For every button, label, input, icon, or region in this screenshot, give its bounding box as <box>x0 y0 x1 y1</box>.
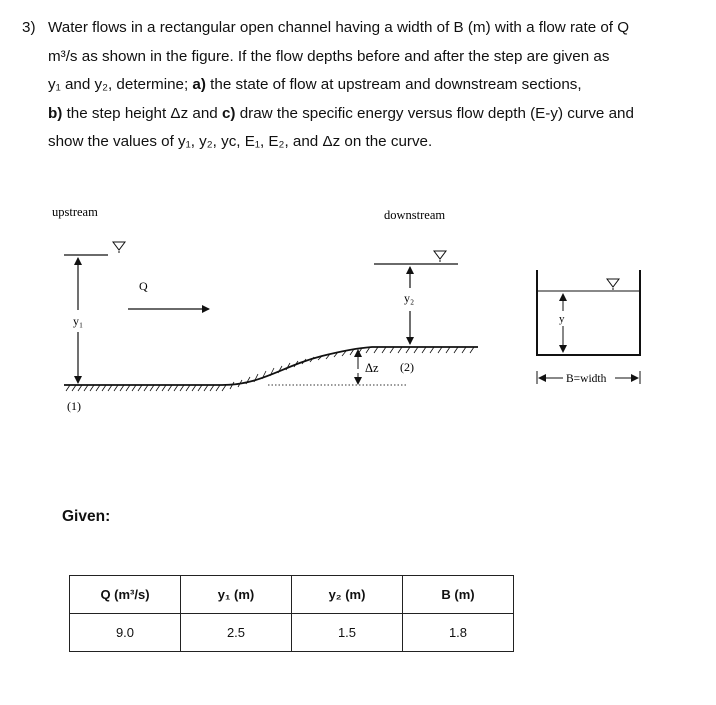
part-a-label: a) <box>192 76 206 94</box>
problem-line-2: m³/s as shown in the figure. If the flow depths before and after the step are given as <box>48 47 610 65</box>
value-b: 1.8 <box>403 614 514 652</box>
header-y2: y₂ (m) <box>292 576 403 614</box>
problem-number: 3) <box>22 19 36 36</box>
water-level-symbol-cross-section <box>607 279 619 289</box>
water-level-symbol-upstream <box>113 242 125 252</box>
width-label: B=width <box>566 373 607 385</box>
part-b-label: b) <box>48 104 63 122</box>
channel-cross-section <box>537 270 640 355</box>
header-y1: y₁ (m) <box>181 576 292 614</box>
problem-line-1: Water flows in a rectangular open channel having a width of B (m) with a flow rate of Q <box>48 19 630 36</box>
upstream-label: upstream <box>52 205 98 219</box>
cross-y-label: y <box>559 313 565 325</box>
table-values-row <box>70 614 514 652</box>
given-table <box>69 575 514 652</box>
header-q: Q (m³/s) <box>70 576 181 614</box>
part-c-label: c) <box>221 104 236 122</box>
downstream-label: downstream <box>384 208 446 222</box>
value-y1: 2.5 <box>181 614 292 652</box>
problem-line-5: show the values of y₁, y₂, yc, E₁, E₂, and Δz on the curve. <box>48 133 433 151</box>
value-q: 9.0 <box>70 614 181 652</box>
section-2-label: (2) <box>400 360 414 374</box>
problem-line-4d: draw the specific energy versus flow depth (E-y) curve and <box>239 104 634 122</box>
dz-label: Δz <box>365 361 379 375</box>
flow-q-label: Q <box>139 279 148 293</box>
given-label: Given: <box>62 508 111 525</box>
problem-line-4b: the step height Δz and <box>66 104 218 122</box>
value-y2: 1.5 <box>292 614 403 652</box>
water-level-symbol-downstream <box>434 251 446 261</box>
y2-label: y₂ <box>404 291 415 305</box>
problem-line-3c: the state of flow at upstream and downstream sections, <box>210 76 582 94</box>
table-header-row <box>70 576 514 614</box>
channel-bed-profile <box>64 347 478 385</box>
section-1-label: (1) <box>67 399 81 413</box>
header-b: B (m) <box>403 576 514 614</box>
problem-line-3a: y₁ and y₂, determine; <box>48 76 189 94</box>
y1-label: y₁ <box>73 314 84 328</box>
